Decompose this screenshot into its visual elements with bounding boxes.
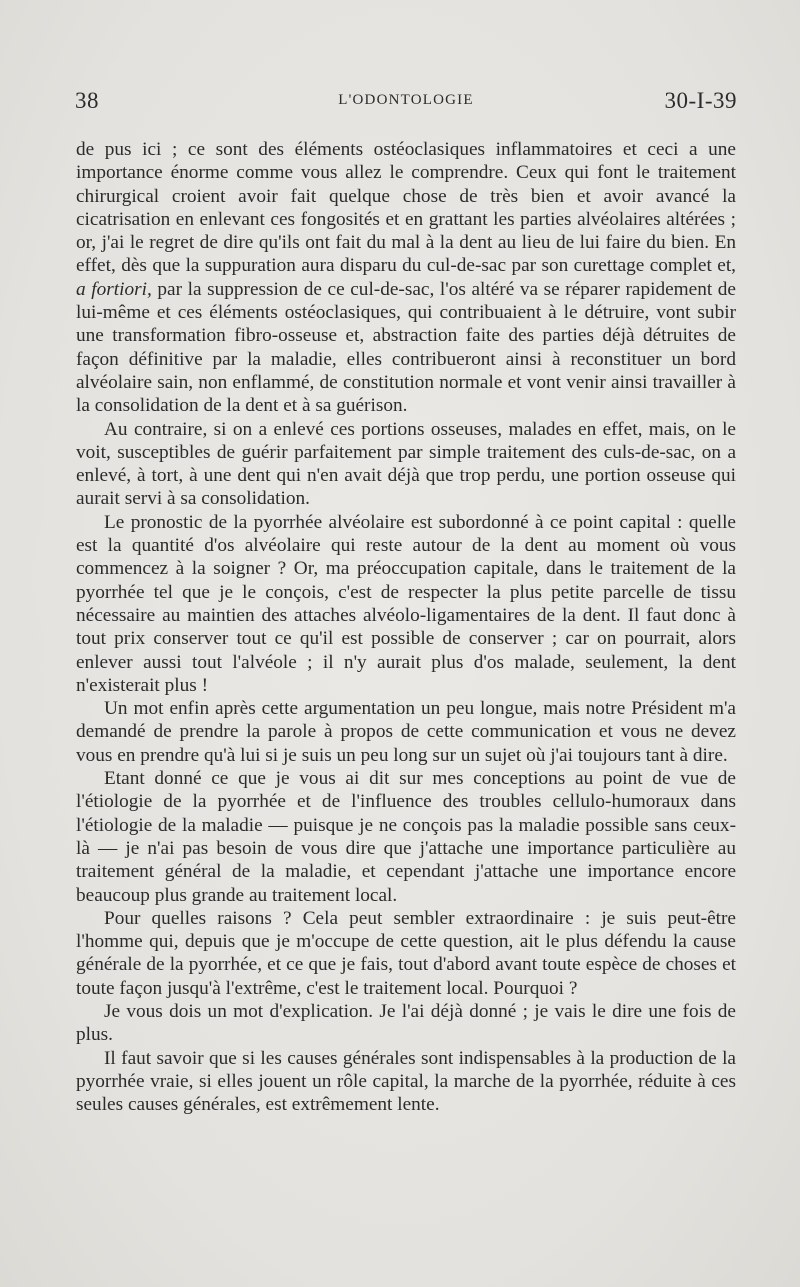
paragraph: Le pronostic de la pyorrhée alvéolaire est subordonné à ce point capital : quelle est la quantité d'os alvéolaire qui reste autour de la dent au moment où vous commencez à la soigner ? Or, ma préoccupation capitale, dans le traitement de la pyorrhée tel que je le conçois, c'est de respecter la plus petite parcelle de tissu nécessaire au maintien des attaches alvéolo-ligamentaires de la dent. Il faut donc à tout prix conserver tout ce qu'il est possible de conserver ; car on pourrait, alors enlever aussi tout l'alvéole ; il n'y aurait plus d'os malade, seulement, la dent n'existerait plus ! (76, 511, 736, 696)
running-head (75, 88, 737, 118)
page-number: 38 (75, 88, 99, 113)
paragraph: Etant donné ce que je vous ai dit sur mes conceptions au point de vue de l'étiologie de la pyorrhée et de l'influence des troubles cellulo-humoraux dans l'étiologie de la maladie — puisque je ne conçois pas la maladie possible sans ceux-là — je n'ai pas besoin de vous dire que j'attache une importance particulière au traitement général de la maladie, et cependant j'attache une importance encore beaucoup plus grande au traitement local. (76, 768, 736, 906)
paragraph-text: de pus ici ; ce sont des éléments ostéoclasiques inflammatoires et ceci a une importance énorme comme vous allez le comprendre. Ceux qui font le traitement chirurgical croient avoir fait quelque chose de très bien et avoir avancé la cicatrisation en enlevant ces fongosités et en grattant les parties alvéolaires altérées ; or, j'ai le regret de dire qu'ils ont fait du mal à la dent au lieu de lui faire du bien. En effet, dès que la suppuration aura disparu du cul-de-sac par son curettage complet et, (76, 139, 736, 277)
paragraph-continued (76, 138, 736, 418)
paragraph: Je vous dois un mot d'explication. Je l'ai déjà donné ; je vais le dire une fois de plus. (76, 1000, 736, 1046)
paragraph: Un mot enfin après cette argumentation un peu longue, mais notre Président m'a demandé de prendre la parole à propos de cette communication et vous ne devez vous en prendre qu'à lui si je suis un peu long sur un sujet où j'ai toujours tant à dire. (76, 698, 736, 766)
paragraph: Pour quelles raisons ? Cela peut sembler extraordinaire : je suis peut-être l'homme qui, depuis que je m'occupe de cette question, ait le plus défendu la cause générale de la pyorrhée, et ce que je fais, tout d'abord avant toute espèce de choses et toute façon jusqu'à l'extrême, c'est le traitement local. Pourquoi ? (76, 907, 736, 999)
paragraph-text: par la suppression de ce cul-de-sac, l'os altéré va se réparer rapidement de lui-même et ces éléments ostéoclasiques, qui contribuaient à le détruire, vont subir une transformation fibro-osseuse et, abstraction faite des parties déjà détruites de façon définitive par la maladie, elles contribueront ainsi à reconstituer un bord alvéolaire sain, non enflammé, de constitution normale et vont venir ainsi travailler à la consolidation de la dent et à sa guérison. (76, 278, 736, 417)
paragraph: Au contraire, si on a enlevé ces portions osseuses, malades en effet, mais, on le voit, susceptibles de guérir parfaitement par simple traitement des culs-de-sac, on a enlevé, à tort, à une dent qui n'en avait déjà que trop perdu, une portion osseuse qui aurait servi à sa consolidation. (76, 418, 736, 510)
emphasis-a-fortiori: a fortiori, (76, 278, 152, 300)
issue-date: 30-I-39 (664, 88, 737, 113)
paragraph: Il faut savoir que si les causes générales sont indispensables à la production de la pyorrhée vraie, si elles jouent un rôle capital, la marche de la pyorrhée, réduite à ces seules causes générales, est extrêmement lente. (76, 1047, 736, 1116)
journal-title: L'ODONTOLOGIE (338, 92, 474, 108)
article-body (76, 138, 736, 1116)
